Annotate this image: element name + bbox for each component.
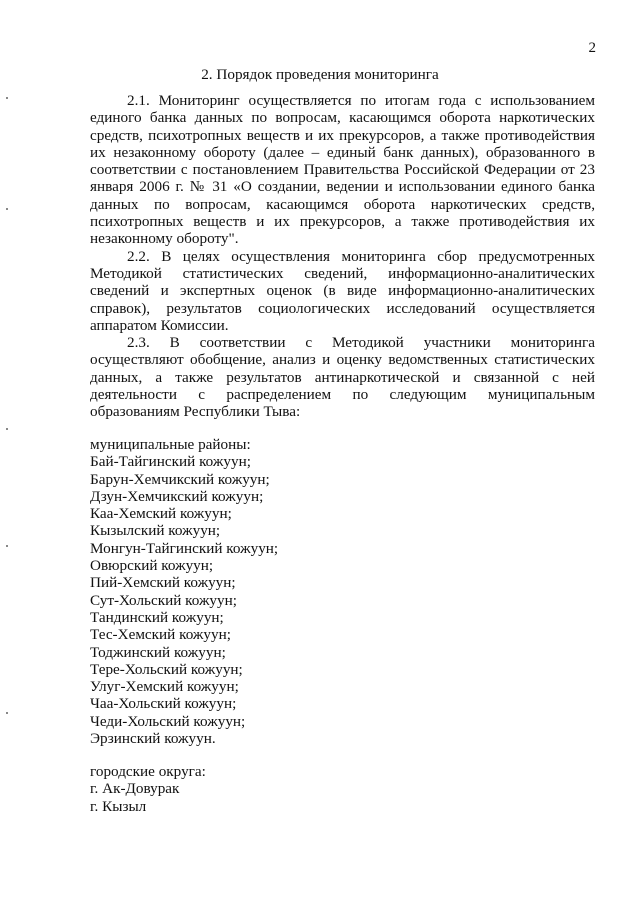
list-item: г. Кызыл: [90, 797, 147, 815]
list-item: Тере-Хольский кожуун;: [90, 660, 243, 678]
municipal-districts-heading: муниципальные районы:: [90, 436, 251, 453]
list-item: Чаа-Хольский кожуун;: [90, 695, 237, 713]
list-item: г. Ак-Довурак: [90, 780, 180, 798]
municipal-districts-list: [90, 436, 595, 747]
paragraph-2-2: 2.2. В целях осуществления мониторинга сбор предусмотренных Методикой статистических сведений, информационно-аналитических сведений и экспертных оценок (в виде информационно-аналитических справок), результатов социологических исследований осуществляется аппаратом Комиссии.: [90, 247, 595, 334]
scan-speck: [6, 545, 8, 547]
list-item: Тес-Хемский кожуун;: [90, 626, 231, 644]
scan-speck: [6, 208, 8, 210]
list-item: Эрзинский кожуун.: [90, 730, 216, 748]
list-item: Улуг-Хемский кожуун;: [90, 678, 239, 696]
list-item: Чеди-Хольский кожуун;: [90, 712, 246, 730]
list-item: Бай-Тайгинский кожуун;: [90, 453, 251, 471]
list-item: Тоджинский кожуун;: [90, 643, 226, 661]
list-item: Пий-Хемский кожуун;: [90, 574, 236, 592]
paragraph-2-3: 2.3. В соответствии с Методикой участники мониторинга осуществляют обобщение, анализ и оценку ведомственных статистических данных, а также результатов антинаркотической и связанной с ней деятельности с распределением по следующим муниципальным образованиям Республики Тыва:: [90, 334, 595, 421]
body-text: [90, 92, 595, 421]
list-item: Монгун-Тайгинский кожуун;: [90, 539, 279, 557]
list-item: Каа-Хемский кожуун;: [90, 505, 232, 523]
list-item: Сут-Хольский кожуун;: [90, 591, 237, 609]
section-title: 2. Порядок проведения мониторинга: [201, 66, 439, 83]
urban-districts-heading: городские округа:: [90, 763, 206, 780]
urban-districts-list: [90, 763, 595, 815]
scan-speck: [6, 428, 8, 430]
scan-speck: [6, 712, 8, 714]
list-item: Овюрский кожуун;: [90, 557, 214, 575]
list-item: Барун-Хемчикский кожуун;: [90, 470, 270, 488]
list-item: Дзун-Хемчикский кожуун;: [90, 487, 264, 505]
paragraph-2-1: 2.1. Мониторинг осуществляется по итогам года с использованием единого банка данных по вопросам, касающимся оборота наркотических средств, психотропных веществ и их прекурсоров, а также противодействия их незаконному обороту (далее – единый банк данных), образованного в соответствии с постановлением Правительства Российской Федерации от 23 января 2006 г. № 31 «О создании, ведении и использовании единого банка данных по вопросам, касающимся оборота наркотических средств, психотропных веществ и их прекурсоров, а также противодействия их незаконному обороту".: [90, 92, 595, 248]
list-item: Кызылский кожуун;: [90, 522, 221, 540]
list-item: Тандинский кожуун;: [90, 608, 224, 626]
scan-speck: [6, 97, 8, 99]
page-number: 2: [588, 40, 596, 56]
